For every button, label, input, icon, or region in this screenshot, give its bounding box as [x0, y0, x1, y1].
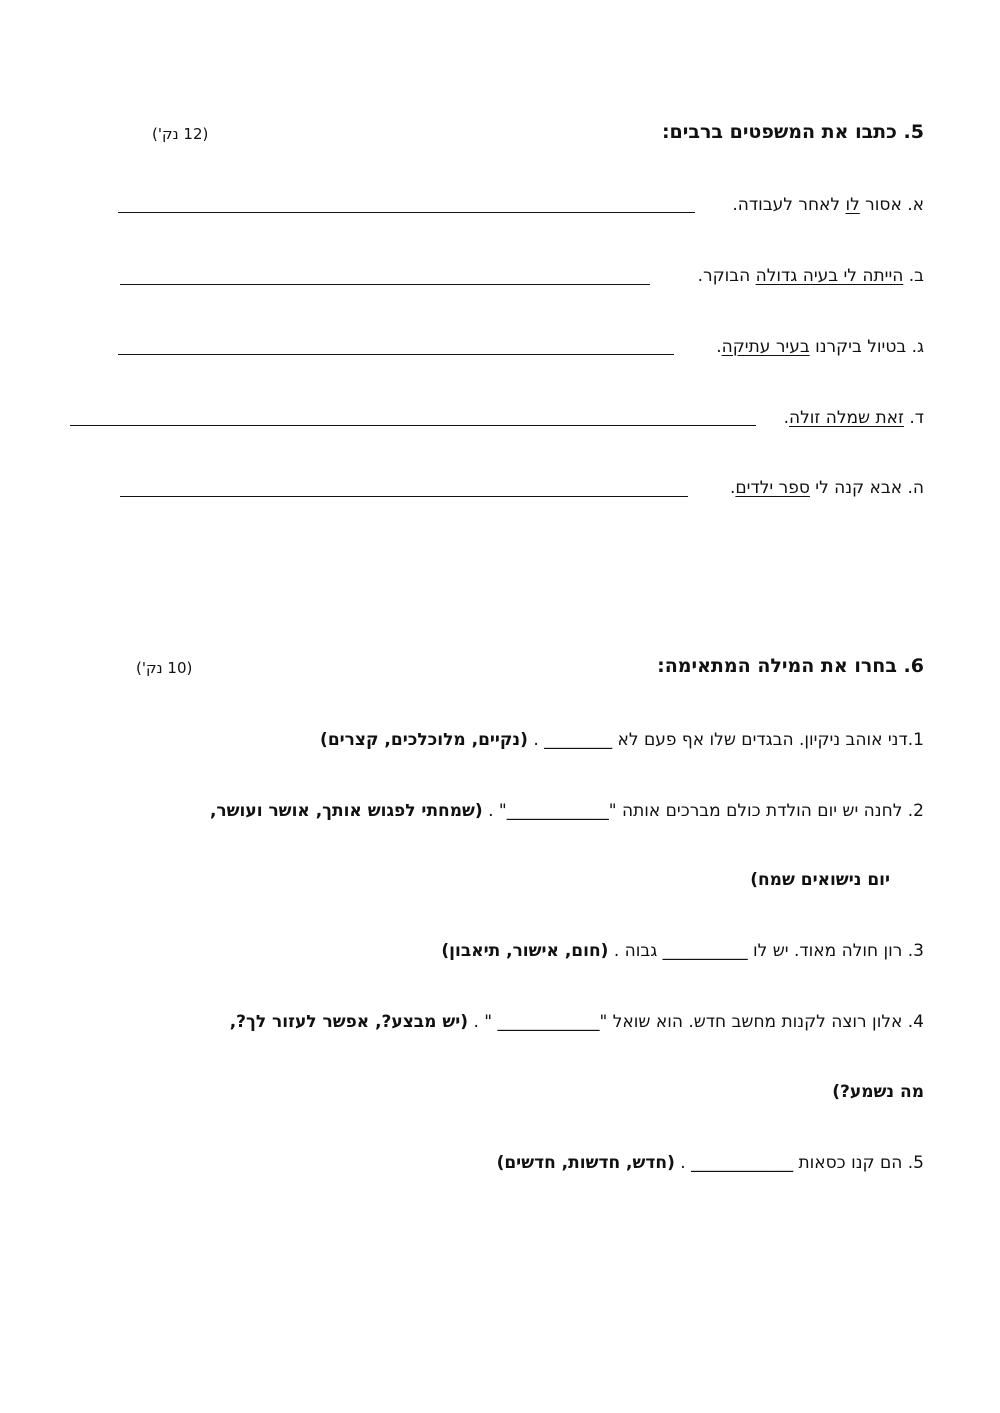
question-options: (חדש, חדשות, חדשים): [496, 1153, 675, 1173]
sentence-marker: ג.: [911, 337, 924, 357]
question-2-options-continuation: יום נישואים שמח): [750, 870, 890, 890]
question-options: (שמחתי לפגוש אותך, אושר ועושר,: [209, 801, 483, 821]
section6-title: בחרו את המילה המתאימה:: [657, 655, 897, 677]
sentence-end: .: [716, 337, 722, 357]
sentence-underlined: לו: [845, 195, 860, 215]
answer-line-d[interactable]: [70, 425, 756, 426]
section6-number: 6.: [903, 655, 924, 677]
question-options: (חום, אישור, תיאבון): [441, 941, 609, 961]
question-5: [497, 1153, 924, 1173]
question-text: 2. לחנה יש יום הולדת כולם מברכים אותה "____________" .: [482, 801, 924, 821]
section5-points: (12 נק'): [152, 125, 209, 143]
sentence-text: אסור: [859, 195, 902, 215]
question-4: [230, 1012, 924, 1032]
question-text: 1.דני אוהב ניקיון. הבגדים שלו אף פעם לא ________ .: [527, 730, 924, 750]
section5-heading: [662, 121, 924, 143]
section6-points: (10 נק'): [136, 659, 193, 677]
question-1: [320, 730, 924, 750]
sentence-underlined: בעיר עתיקה: [721, 337, 810, 357]
section5-title: כתבו את המשפטים ברבים:: [661, 121, 897, 143]
section6-heading: [657, 655, 924, 677]
question-text: 4. אלון רוצה לקנות מחשב חדש. הוא שואל "____________ " .: [468, 1012, 924, 1032]
question-text: 3. רון חולה מאוד. יש לו __________ גבוה .: [608, 941, 924, 961]
answer-line-b[interactable]: [120, 284, 650, 285]
answer-line-a[interactable]: [118, 212, 695, 213]
sentence-end: .: [783, 408, 790, 428]
question-options: (נקיים, מלוכלכים, קצרים): [320, 730, 528, 750]
sentence-end: .: [729, 478, 736, 498]
sentence-marker: א.: [907, 195, 924, 215]
sentence-e: [730, 478, 924, 498]
sentence-text: אבא קנה לי: [809, 478, 903, 498]
answer-line-c[interactable]: [118, 354, 674, 355]
sentence-end: לאחר לעבודה.: [732, 195, 846, 215]
question-3: [441, 941, 924, 961]
question-text: 5. הם קנו כסאות ____________ .: [674, 1153, 924, 1173]
sentence-a: [732, 195, 924, 215]
sentence-b: [698, 266, 924, 286]
question-options: (יש מבצע?, אפשר לעזור לך?,: [229, 1012, 469, 1032]
sentence-underlined: הייתה לי בעיה גדולה: [755, 266, 904, 286]
question-2: [210, 801, 924, 821]
sentence-end: הבוקר.: [697, 266, 756, 286]
sentence-c: [716, 337, 924, 357]
sentence-underlined: זאת שמלה זולה: [789, 408, 904, 428]
sentence-marker: ד.: [909, 408, 924, 428]
answer-line-e[interactable]: [120, 496, 688, 497]
question-4-options-continuation: מה נשמע?): [832, 1082, 924, 1102]
sentence-marker: ה.: [907, 478, 924, 498]
sentence-d: [784, 408, 924, 428]
sentence-underlined: ספר ילדים: [735, 478, 810, 498]
section5-number: 5.: [903, 121, 924, 143]
sentence-text: בטיול ביקרנו: [809, 337, 907, 357]
sentence-marker: ב.: [908, 266, 924, 286]
